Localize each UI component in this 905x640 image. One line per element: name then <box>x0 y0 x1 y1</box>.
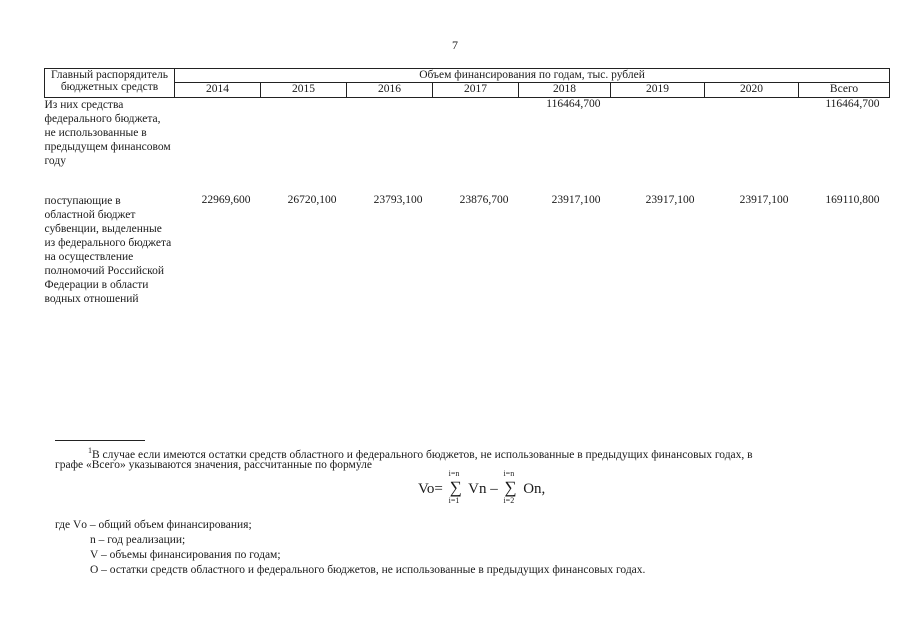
sum-symbol-1: i=n ∑ i=1 <box>448 469 462 505</box>
financing-table <box>44 68 890 306</box>
definition-n: n – год реализации; <box>90 534 186 546</box>
sum2-upper-limit: i=n <box>503 469 515 478</box>
year-header: 2014 <box>175 83 261 98</box>
formula-equals: = <box>434 481 443 497</box>
table-cell: 23917,100 <box>645 194 695 206</box>
definition-o: О – остатки средств областного и федерального бюджетов, не использованные в предыдущих финансовых годах. <box>90 564 646 576</box>
sum2-lower-limit: i=2 <box>503 496 515 505</box>
year-header: 2019 <box>611 83 705 98</box>
sum1-upper-limit: i=n <box>448 469 460 478</box>
definition-v: V – объемы финансирования по годам; <box>90 549 281 561</box>
table-cell: 116464,700 <box>546 98 601 110</box>
formula-term-1: Vn <box>468 481 487 497</box>
table-cell: 23793,100 <box>373 194 423 206</box>
footnote-text: В случае если имеются остатки средств областного и федерального бюджетов, не использованные в предыдущих финансовых годах, в <box>92 449 753 461</box>
table-cell <box>433 98 519 195</box>
table-row <box>45 194 890 306</box>
table-cell <box>175 98 261 195</box>
formula-lhs: Vo <box>418 481 435 497</box>
table-cell: 169110,800 <box>825 194 880 206</box>
footnote-marker: 1 <box>88 446 92 455</box>
page-number: 7 <box>452 38 458 52</box>
table-cell: 23917,100 <box>551 194 601 206</box>
row-label: Из них средства федерального бюджета, не использованные в предыдущем финансовом году <box>44 99 171 167</box>
row-label: поступающие в областной бюджет субвенции, выделенные из федерального бюджета на осуществление полномочий Российской Федерации в области водных отношений <box>44 195 172 305</box>
table-row <box>45 98 890 195</box>
table-cell <box>611 98 705 195</box>
total-header: Всего <box>799 83 890 98</box>
year-header: 2018 <box>519 83 611 98</box>
table-cell: 116464,700 <box>825 98 880 110</box>
table-cell: 22969,600 <box>201 194 251 206</box>
table-cell <box>705 98 799 195</box>
footnote-line-2: графе «Всего» указываются значения, рассчитанные по формуле <box>55 459 372 471</box>
table-cell: 26720,100 <box>287 194 337 206</box>
corner-header: Главный распорядитель бюджетных средств <box>45 69 175 98</box>
table-cell <box>347 98 433 195</box>
table-cell: 23876,700 <box>459 194 509 206</box>
table-cell: 23917,100 <box>739 194 789 206</box>
footnote-divider <box>55 440 145 441</box>
group-header: Объем финансирования по годам, тыс. рублей <box>175 69 890 83</box>
definition-vo: где Vо – общий объем финансирования; <box>55 519 252 531</box>
year-header: 2020 <box>705 83 799 98</box>
formula-minus: – <box>490 481 498 497</box>
year-header: 2017 <box>433 83 519 98</box>
year-header: 2016 <box>347 83 433 98</box>
year-header: 2015 <box>261 83 347 98</box>
table-cell <box>261 98 347 195</box>
formula-term-2: On, <box>523 481 546 497</box>
formula <box>418 469 546 505</box>
sum1-lower-limit: i=1 <box>448 496 460 505</box>
sum-symbol-2: i=n ∑ i=2 <box>503 469 517 505</box>
